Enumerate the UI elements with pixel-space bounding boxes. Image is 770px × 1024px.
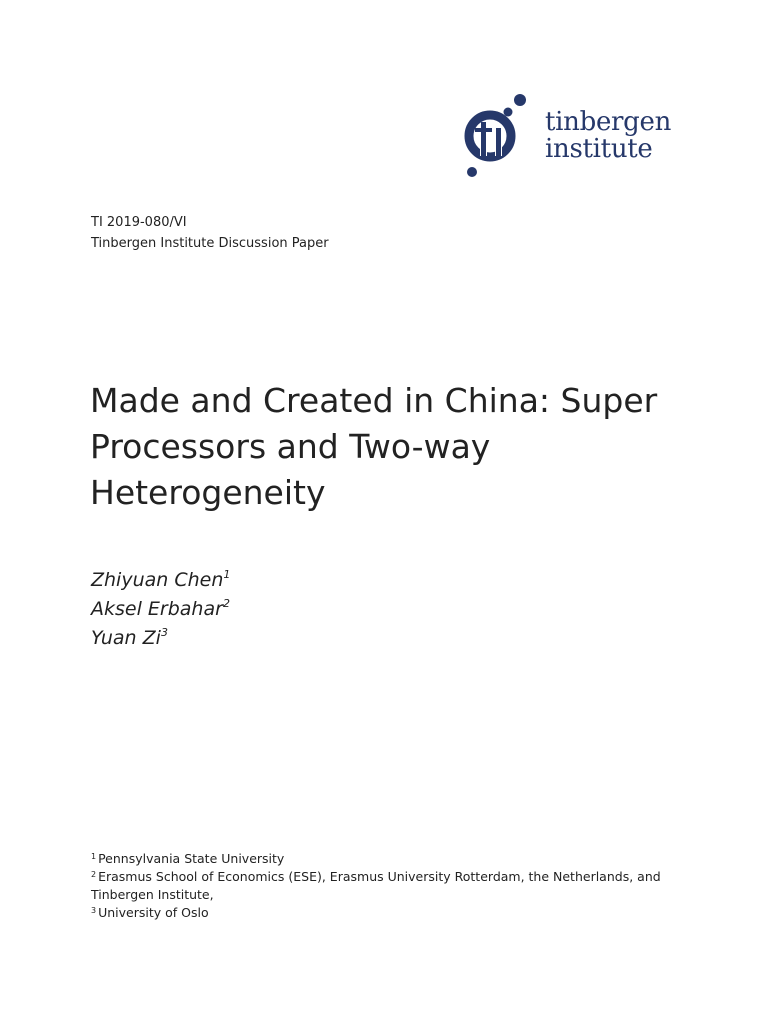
paper-title — [90, 378, 700, 516]
author-mark: 3 — [160, 626, 168, 639]
paper-series: Tinbergen Institute Discussion Paper — [91, 236, 329, 251]
author-mark: 2 — [222, 597, 230, 610]
affiliation — [91, 904, 691, 922]
affiliation-text: Erasmus School of Economics (ESE), Erasmus University Rotterdam, the Netherlands, and — [98, 869, 661, 884]
affiliation-continuation — [91, 886, 691, 904]
affiliation-mark: 2 — [91, 870, 97, 879]
title-line: Heterogeneity — [90, 473, 326, 512]
affiliation — [91, 850, 691, 868]
author-mark: 1 — [223, 568, 231, 581]
author-name: Aksel Erbahar — [91, 598, 223, 620]
title-line: Processors and Two-way — [90, 427, 491, 466]
logo-wordmark — [545, 109, 671, 163]
author-name: Yuan Zi — [91, 627, 161, 649]
title-line: Made and Created in China: Super — [90, 381, 658, 420]
paper-identifier — [91, 212, 329, 254]
logo-line-2: institute — [545, 134, 653, 164]
author-name: Zhiyuan Chen — [91, 569, 224, 591]
affiliation-text: Tinbergen Institute, — [91, 887, 214, 902]
logo-line-1: tinbergen — [545, 107, 672, 137]
author — [91, 624, 230, 653]
paper-number: TI 2019-080/VI — [91, 215, 187, 230]
tinbergen-logo — [464, 92, 684, 180]
affiliation-notes — [91, 850, 691, 922]
affiliation — [91, 868, 691, 886]
author-list — [91, 566, 230, 653]
affiliation-mark: 3 — [91, 906, 97, 915]
author — [91, 566, 230, 595]
tinbergen-ti-logo-icon — [464, 92, 536, 180]
author — [91, 595, 230, 624]
affiliation-text: Pennsylvania State University — [98, 851, 285, 866]
affiliation-text: University of Oslo — [98, 905, 209, 920]
affiliation-mark: 1 — [91, 852, 97, 861]
